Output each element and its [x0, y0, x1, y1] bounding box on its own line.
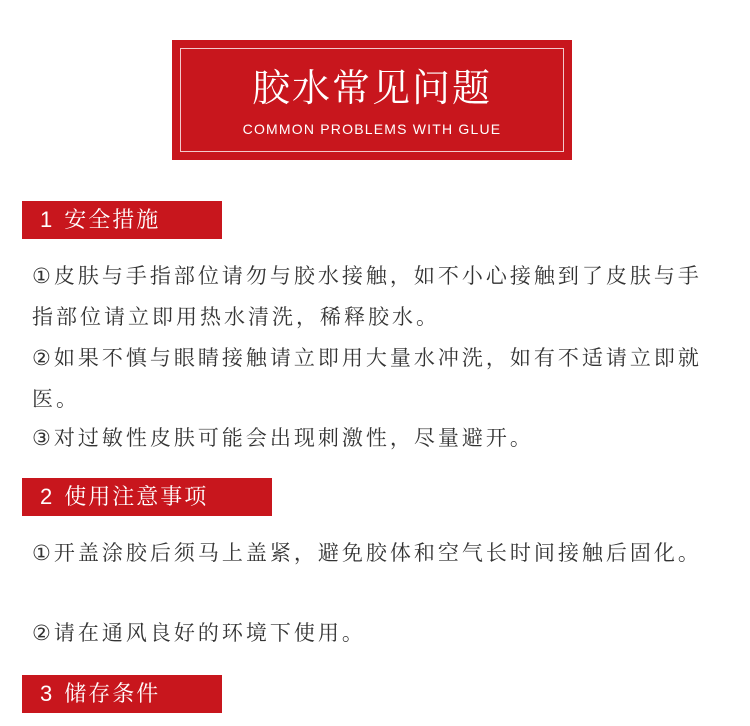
title-banner	[172, 40, 572, 160]
usage-paragraph-1: ①开盖涂胶后须马上盖紧，避免胶体和空气长时间接触后固化。	[32, 541, 702, 565]
safety-paragraph-3: ③对过敏性皮肤可能会出现刺激性，尽量避开。	[32, 426, 534, 450]
page-title: 胶水常见问题	[251, 66, 492, 110]
section-heading: 安全措施	[64, 208, 161, 233]
section-number: 3	[40, 681, 55, 706]
safety-paragraph-2: ②如果不慎与眼睛接触请立即用大量水冲洗，如有不适请立即就医。	[32, 346, 702, 411]
section-header-usage	[22, 478, 272, 516]
section-heading: 储存条件	[64, 682, 161, 707]
section-heading: 使用注意事项	[64, 485, 209, 510]
title-frame	[180, 48, 564, 152]
section-header-storage	[22, 675, 222, 713]
safety-paragraph-1: ①皮肤与手指部位请勿与胶水接触，如不小心接触到了皮肤与手指部位请立即用热水清洗，稀释胶水。	[32, 264, 702, 329]
section-number: 1	[40, 207, 55, 232]
section-header-safety	[22, 201, 222, 239]
usage-paragraph-2: ②请在通风良好的环境下使用。	[32, 621, 366, 645]
section-number: 2	[40, 484, 55, 509]
page-subtitle: COMMON PROBLEMS WITH GLUE	[242, 121, 502, 137]
